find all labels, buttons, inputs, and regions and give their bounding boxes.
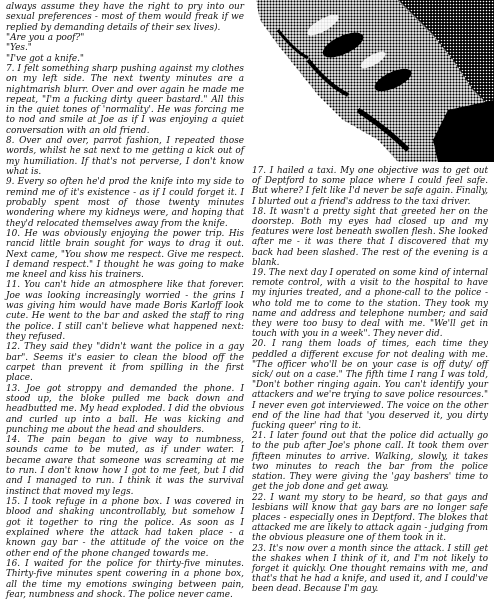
paragraph-12: 12. They said they "didn't want the police in a gay bar". Seems it's easier to clean the blood off the carpet than prevent it from spilling in the first place. <box>6 342 244 384</box>
right-article-column <box>252 166 488 595</box>
paragraph-10: 10. He was obviously enjoying the power trip. His rancid little brain sought for ways to drag it out. Next came, "You show me respect. Give me respect. I demand respect." I thought he was going to make me kneel and kiss his trainers. <box>6 228 244 281</box>
paragraph-20: 20. I rang them loads of times, each time they peddled a different excuse for not dealing with me. "The officer who'll be on your case is off duty/ off sick/ out on a case." The fifth time I rang I was told, "Don't bother ringing again. You can't identify your attackers and we're trying to save police resources." I never even got interviewed. The voice on the other end of the line had that 'you deserved it, you dirty fucking queer' ring to it. <box>252 339 488 432</box>
paragraph-19: 19. The next day I operated on some kind of internal remote control, with a visit to the hospital to have my injuries treated, and a phone-call to the police - who told me to come to the station. They took my name and address and telephone number; and said they were too busy to deal with me. "We'll get in touch with you in a week". They never did. <box>252 268 488 340</box>
left-article-column <box>6 2 244 600</box>
paragraph-23: 23. It's now over a month since the attack. I still get the shakes when I think of it, and I'm not likely to forget it quickly. One thought remains with me, and that's that he had a knife, and used it, and I could've been dead. Because I'm gay. <box>252 543 488 595</box>
paragraph: always assume they have the right to pry into our sexual preferences - most of them would freak if we replied by demanding details of their sex lives). <box>6 2 244 33</box>
paragraph-17: 17. I hailed a taxi. My one objective was to get out of Deptford to some place where I could feel safe. But where? I felt like I'd never be safe again. Finally, I blurted out a friend's address to the taxi driver. <box>252 166 488 207</box>
paragraph-7: 7. I felt something sharp pushing against my clothes on my left side. The next twenty minutes are a nightmarish blurr. Over and over again he made me repeat, "I'm a fucking dirty queer bastard." All this in the quiet tones of 'normality'. He was forcing me to nod and smile at Joe as if I was enjoying a quiet conversation with an old friend. <box>6 63 244 136</box>
paragraph-21: 21. I later found out that the police did actually go to the pub after Joe's phone call. It took them over fifteen minutes to arrive. Walking, slowly, it takes two minutes to reach the bar from the police station. They were giving the 'gay bashers' time to get the job done and get away. <box>252 431 488 493</box>
paragraph-9: 9. Every so often he'd prod the knife into my side to remind me of it's existence - as if I could forget it. I probably spent most of those twenty minutes wondering where my kidneys were, and hoping that they'd relocated themselves away from the knife. <box>6 177 244 229</box>
dialogue-line: "Yes." <box>6 43 32 54</box>
paragraph-15: 15. I took refuge in a phone box. I was covered in blood and shaking uncontrollably, but somehow I got it together to ring the police. As soon as I explained where the attack had taken place - a known gay bar - the attitude of the voice on the other end of the phone changed towards me. <box>6 497 244 559</box>
paragraph-8: 8. Over and over, parrot fashion, I repeated those words, whilst he sat next to me getting a kick out of my humiliation. If that's not perverse, I don't know what is. <box>6 136 244 177</box>
dialogue-line: "Are you a poof?" <box>6 32 85 43</box>
paragraph-18: 18. It wasn't a pretty sight that greeted her on the doorstep. Both my eyes had closed up and my features were lost beneath swollen flesh. She looked after me - it was there that I discovered that my back had been slashed. The rest of the evening is a blank. <box>252 206 488 268</box>
face-photo-image <box>248 0 494 162</box>
paragraph-11: 11. You can't hide an atmosphere like that forever. Joe was looking increasingly worried - the grins I was giving him would have made Boris Karloff look cute. He went to the bar and asked the staff to ring the police. I still can't believe what happened next: they refused. <box>6 280 244 342</box>
paragraph-13: 13. Joe got stroppy and demanded the phone. I stood up, the bloke pulled me back down and headbutted me. My head exploded. I did the obvious and curled up into a ball. He was kicking and punching me about the head and shoulders. <box>6 383 244 435</box>
paragraph-22: 22. I want my story to be heard, so that gays and lesbians will know that gay bars are no longer safe places - especially ones in Deptford. The blokes that attacked me are likely to attack again - judging from the obvious pleasure one of them took in it. <box>252 492 488 544</box>
dialogue-line: "I've got a knife." <box>6 53 85 64</box>
paragraph-16: 16. I waited for the police for thirty-five minutes. Thirty-five minutes spent cowering in a phone box, all the time my emotions swinging between pain, fear, numbness and shock. The police never came. <box>6 558 244 600</box>
halftone-face-photo <box>248 0 494 162</box>
paragraph-14: 14. The pain began to give way to numbness, sounds came to be muted, as if under water. I became aware that someone was screaming at me to run. I don't know how I got to me feet, but I did and I managed to run. I think it was the survival instinct that moved my legs. <box>6 435 244 497</box>
